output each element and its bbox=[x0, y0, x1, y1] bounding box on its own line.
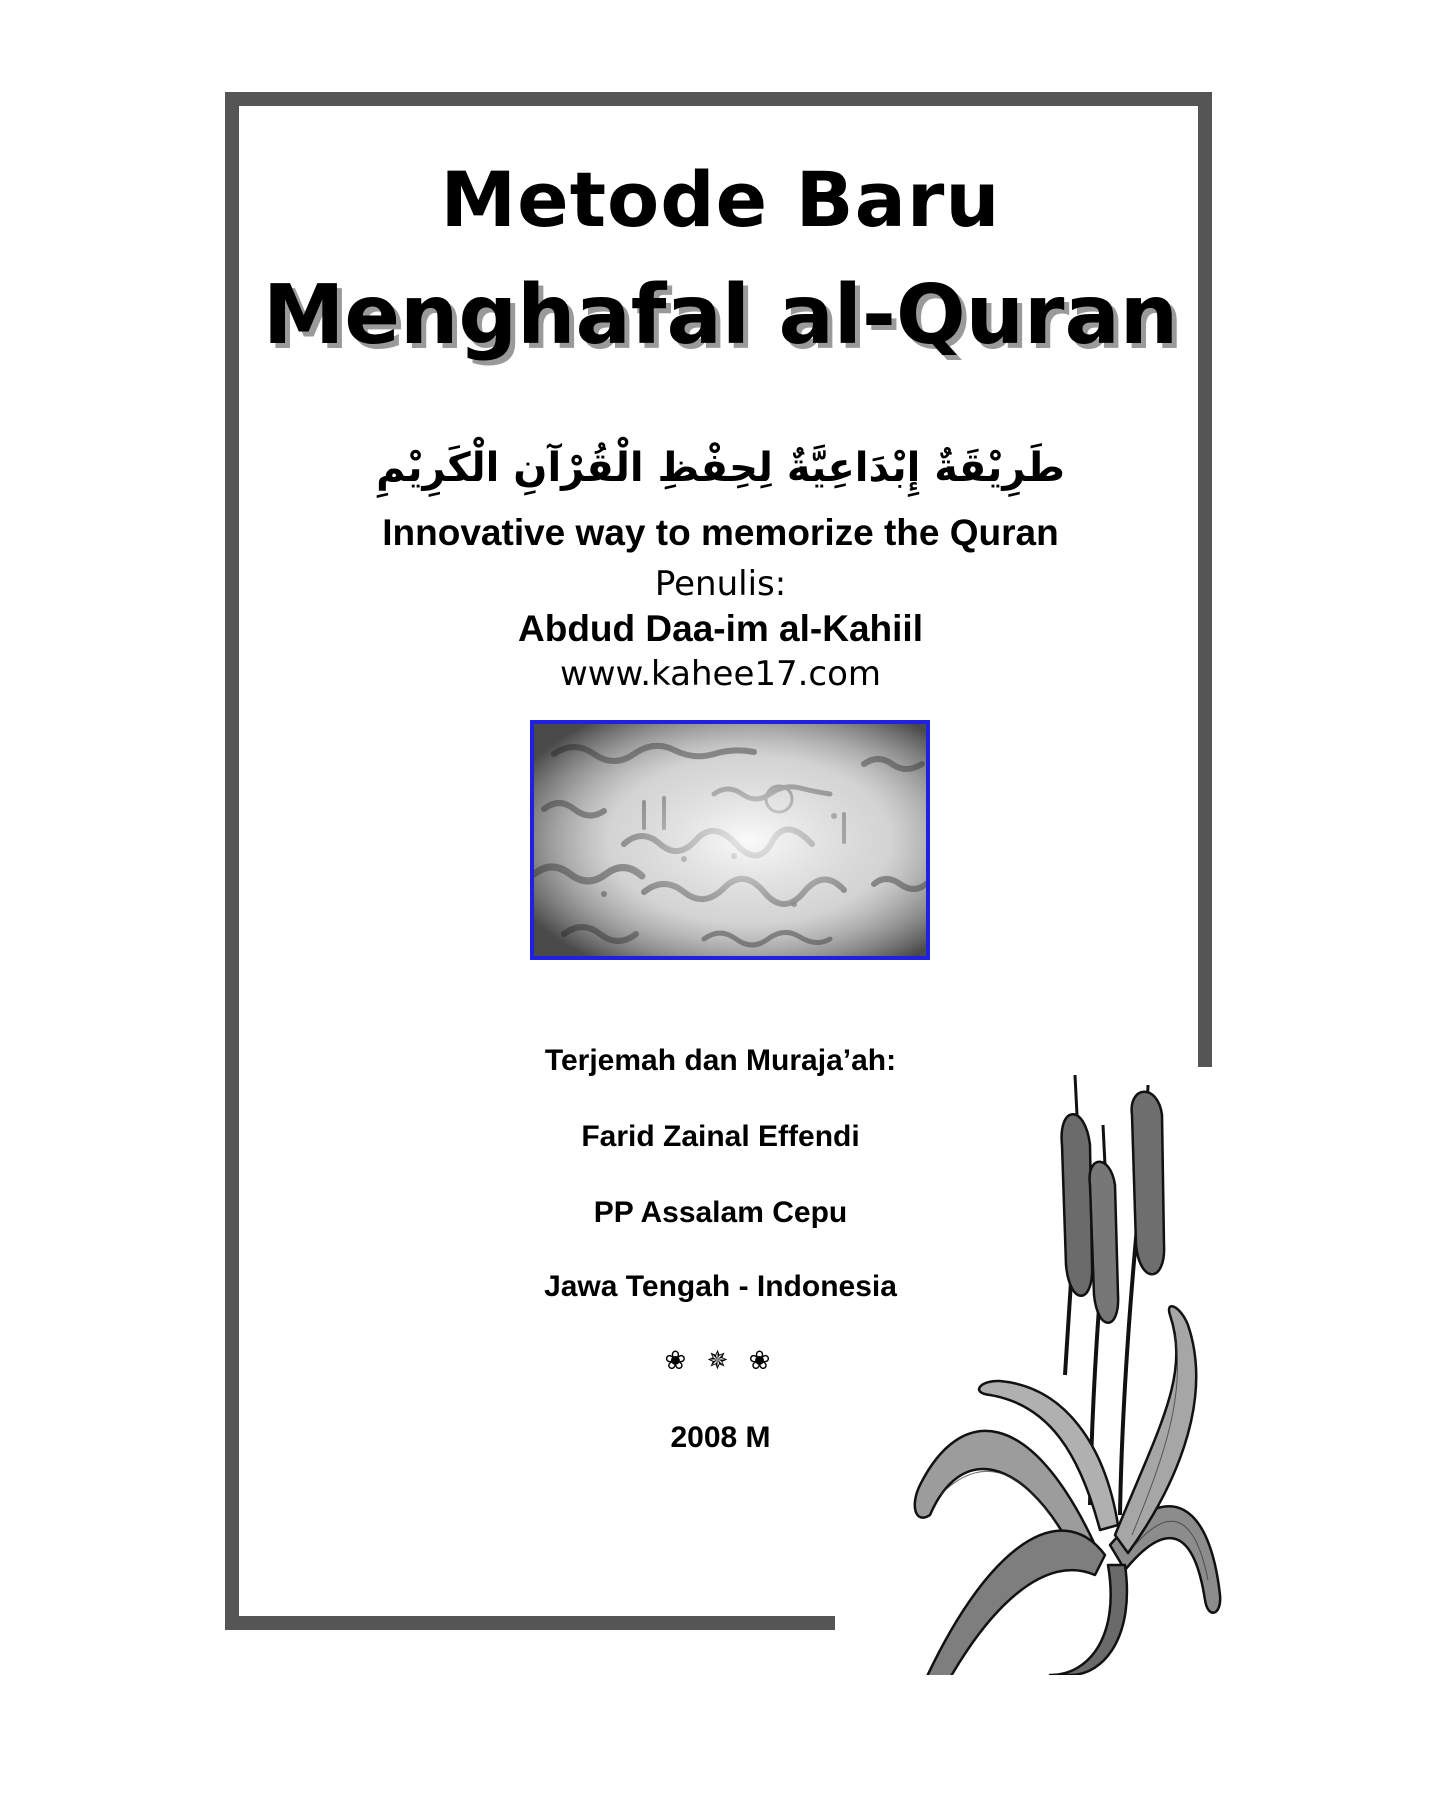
location-text: Jawa Tengah - Indonesia bbox=[544, 1270, 897, 1303]
translator-name: Farid Zainal Effendi bbox=[581, 1120, 860, 1153]
title-line-2: Menghafal al-Quran bbox=[262, 268, 1179, 363]
ornament-divider: ❀ ✵ ❀ bbox=[664, 1346, 777, 1376]
quran-script-image bbox=[534, 724, 926, 956]
publication-year: 2008 M bbox=[670, 1421, 771, 1454]
title-line-1: Metode Baru bbox=[440, 155, 1001, 244]
quran-page-photo bbox=[530, 720, 930, 960]
institution-name: PP Assalam Cepu bbox=[593, 1196, 848, 1229]
website-url: www.kahee17.com bbox=[559, 654, 882, 694]
arabic-title: طَرِيْقَةٌ إِبْدَاعِيَّةٌ لِحِفْظِ الْقُرْآنِ الْكَرِيْمِ bbox=[376, 445, 1065, 491]
author-name: Abdud Daa-im al-Kahiil bbox=[518, 608, 923, 649]
translation-label: Terjemah dan Muraja’ah: bbox=[544, 1044, 897, 1077]
author-label: Penulis: bbox=[654, 564, 787, 604]
frame-top-border bbox=[225, 92, 1212, 106]
english-subtitle: Innovative way to memorize the Quran bbox=[382, 512, 1059, 553]
frame-bottom-border bbox=[225, 1616, 835, 1630]
cattail-illustration bbox=[870, 1075, 1230, 1675]
